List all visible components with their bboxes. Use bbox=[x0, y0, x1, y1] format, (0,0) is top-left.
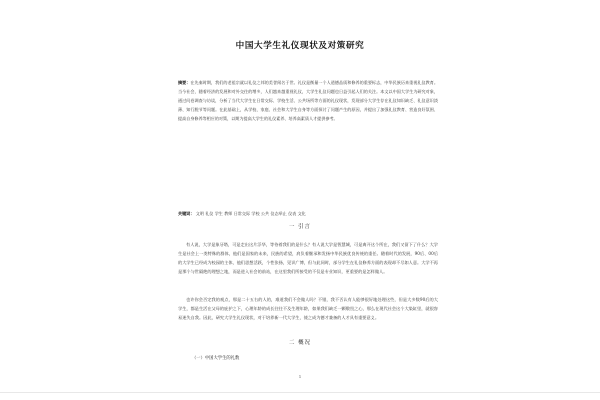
abstract bbox=[178, 78, 438, 123]
keyword: 公共 bbox=[260, 211, 270, 216]
keyword: 文明 bbox=[195, 211, 204, 216]
subsection-heading: （一）中国大学生的礼数 bbox=[192, 356, 240, 361]
keyword: 仪表 bbox=[288, 211, 297, 216]
keyword: 仪态举止 bbox=[270, 211, 287, 216]
keyword: 学生 bbox=[214, 211, 223, 216]
keyword: 学校 bbox=[251, 211, 260, 216]
abstract-text: 在先秦时期，我们的老祖宗就以礼仪之邦的美誉闻名于世。礼仪是衡量一个人道德品质和修养的重要标志，中华民族历来重视礼仪教育。当今社会，随着经济的发展和对外交往的增多，人们越来越重视礼仪，大学生礼仪问题也日益引起人们的关注。本文以中国大学生为研究对象，通过问卷调查与访谈，分析了当代大学生在日常交际、学校生活、公共场所等方面的礼仪现状，发现部分大学生存在礼仪知识缺乏、礼仪意识淡薄、知行脱节等问题。在此基础上，从学校、家庭、社会和大学生自身等方面探讨了问题产生的原因，并提出了加强礼仪教育、营造良好氛围、提高自身修养等相应的对策，以期为提高大学生的礼仪素养、培养高素质人才提供参考。 bbox=[178, 80, 439, 121]
section-heading-introduction: 一 引言 bbox=[289, 224, 311, 230]
keyword: 教师 bbox=[224, 211, 233, 216]
document-title: 中国大学生礼仪现状及对策研究 bbox=[235, 41, 365, 51]
keywords-label: 关键词： bbox=[178, 211, 195, 216]
keyword: 日常交际 bbox=[233, 211, 251, 216]
paragraph: 有人说，大学是象牙塔，可是走出这片浮华，等待着我们的是什么？有人说大学是智慧城，可是离开这个所在，我们又留下了什么？大学生是社会上一类特殊的群体，他们是国家的未来，民族的希望，肩负着继承和发扬中华民族优良传统的重任。随着时代的发展，90后、00后的大学生已经成为校园的主体，他们思想活跃，个性张扬，见识广博，但与此同时，部分学生在礼仪修养方面的表现却不尽如人意。大学不再是那个与世隔绝的理想之地，而是进入社会的前站，在这里我们所接受的不仅是专业知识，更重要的是怎样做人。 bbox=[178, 242, 438, 275]
keyword: 礼仪 bbox=[205, 211, 214, 216]
section-heading-overview: 二 概况 bbox=[289, 340, 311, 346]
page-edge bbox=[0, 392, 600, 393]
keywords bbox=[178, 210, 438, 217]
abstract-label: 摘要： bbox=[178, 80, 191, 85]
keyword: 文化 bbox=[297, 211, 306, 216]
paragraph: 也许你会否定我的观点，那是二十五右的人的，难道我们不会做人吗？不错，我不否认有人能够很好地处理这些，但是大多数90后的大学生，都是生活在父母的庇护之下，心理年龄的成长往往不及生理年龄，如果我们缺乏一颗敬畏之心，那么在现代社会这个大染缸里，就很容易迷失自我。因此，研究大学生礼仪现状，对于培养新一代大学生，使之成为德才兼备的人才具有重要意义。 bbox=[178, 297, 438, 321]
page-number: 1 bbox=[298, 375, 302, 379]
